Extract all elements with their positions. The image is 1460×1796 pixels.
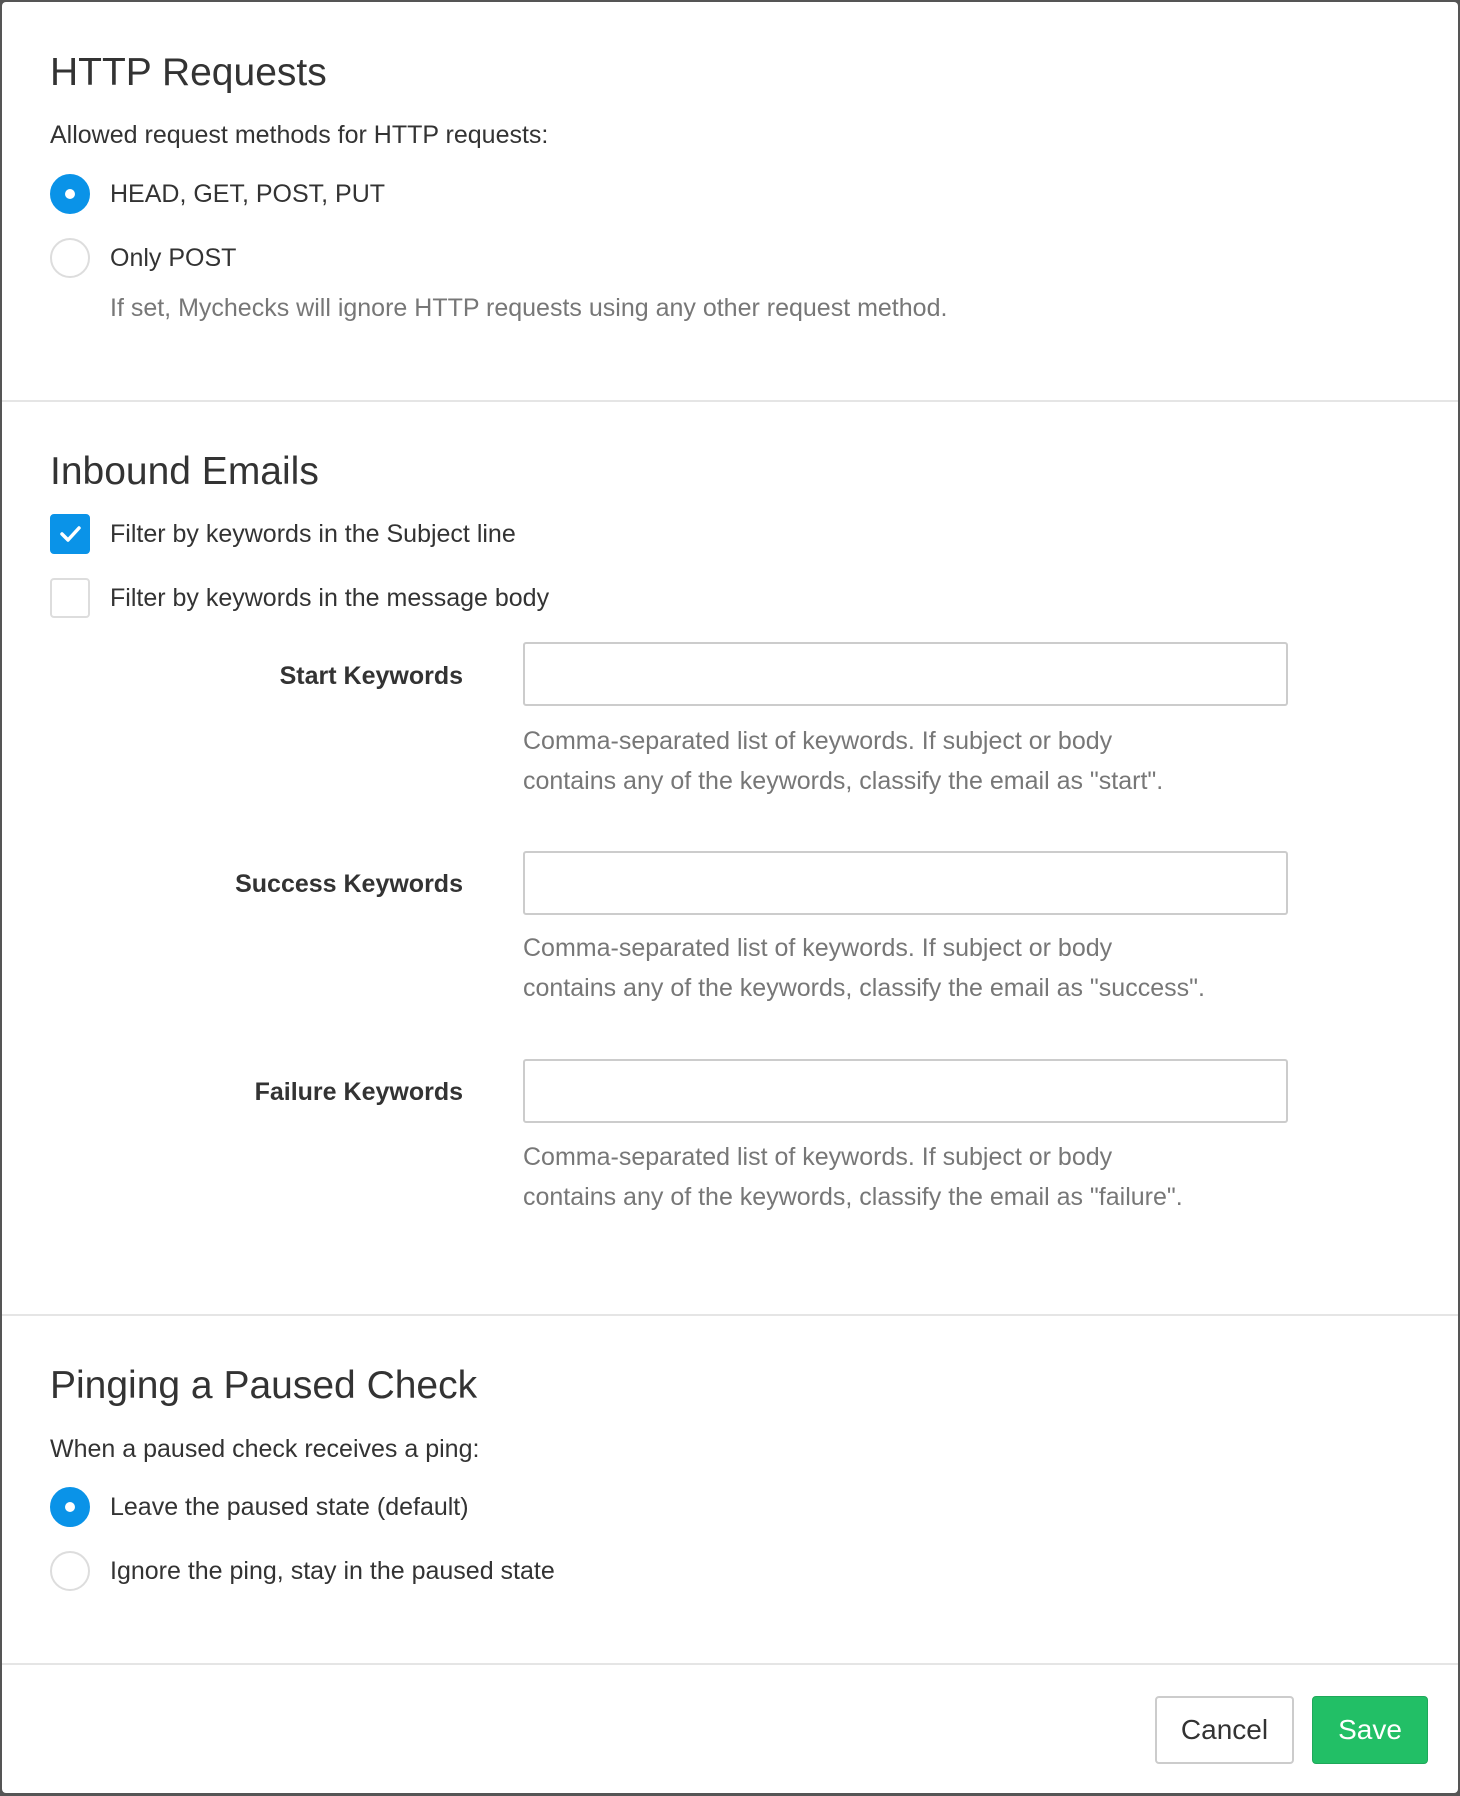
checkbox-label[interactable]: Filter by keywords in the message body bbox=[110, 584, 550, 612]
failure-keywords-label: Failure Keywords bbox=[254, 1078, 463, 1106]
check-icon bbox=[52, 516, 88, 552]
radio-label[interactable]: Only POST bbox=[110, 244, 237, 272]
success-keywords-help: contains any of the keywords, classify the email as "success". bbox=[523, 974, 1205, 1002]
start-keywords-help: contains any of the keywords, classify the email as "start". bbox=[523, 767, 1164, 795]
save-button[interactable]: Save bbox=[1312, 1696, 1428, 1764]
checkbox-body-filter[interactable] bbox=[50, 578, 90, 618]
failure-keywords-input[interactable] bbox=[523, 1059, 1288, 1123]
radio-only-post[interactable] bbox=[50, 238, 90, 278]
radio-all-methods[interactable] bbox=[50, 174, 90, 214]
start-keywords-help: Comma-separated list of keywords. If subject or body bbox=[523, 727, 1113, 755]
footer-divider bbox=[2, 1663, 1458, 1665]
email-section-title: Inbound Emails bbox=[50, 450, 319, 493]
http-prompt: Allowed request methods for HTTP requests: bbox=[50, 121, 549, 149]
radio-ignore-ping[interactable] bbox=[50, 1551, 90, 1591]
failure-keywords-help: contains any of the keywords, classify the email as "failure". bbox=[523, 1183, 1183, 1211]
http-help: If set, Mychecks will ignore HTTP requests using any other request method. bbox=[110, 294, 948, 322]
radio-leave-paused[interactable] bbox=[50, 1487, 90, 1527]
cancel-button[interactable]: Cancel bbox=[1155, 1696, 1294, 1764]
checkbox-subject-filter[interactable] bbox=[50, 514, 90, 554]
start-keywords-label: Start Keywords bbox=[279, 662, 463, 690]
radio-label[interactable]: HEAD, GET, POST, PUT bbox=[110, 180, 386, 208]
radio-label[interactable]: Ignore the ping, stay in the paused state bbox=[110, 1557, 555, 1585]
divider bbox=[2, 400, 1458, 402]
success-keywords-input[interactable] bbox=[523, 851, 1288, 915]
start-keywords-input[interactable] bbox=[523, 642, 1288, 706]
checkbox-label[interactable]: Filter by keywords in the Subject line bbox=[110, 520, 516, 548]
radio-label[interactable]: Leave the paused state (default) bbox=[110, 1493, 469, 1521]
success-keywords-help: Comma-separated list of keywords. If subject or body bbox=[523, 934, 1113, 962]
paused-prompt: When a paused check receives a ping: bbox=[50, 1435, 480, 1463]
settings-modal bbox=[2, 2, 1458, 1793]
success-keywords-label: Success Keywords bbox=[235, 870, 463, 898]
http-section-title: HTTP Requests bbox=[50, 51, 327, 94]
paused-section-title: Pinging a Paused Check bbox=[50, 1364, 478, 1407]
divider bbox=[2, 1314, 1458, 1316]
failure-keywords-help: Comma-separated list of keywords. If subject or body bbox=[523, 1143, 1113, 1171]
